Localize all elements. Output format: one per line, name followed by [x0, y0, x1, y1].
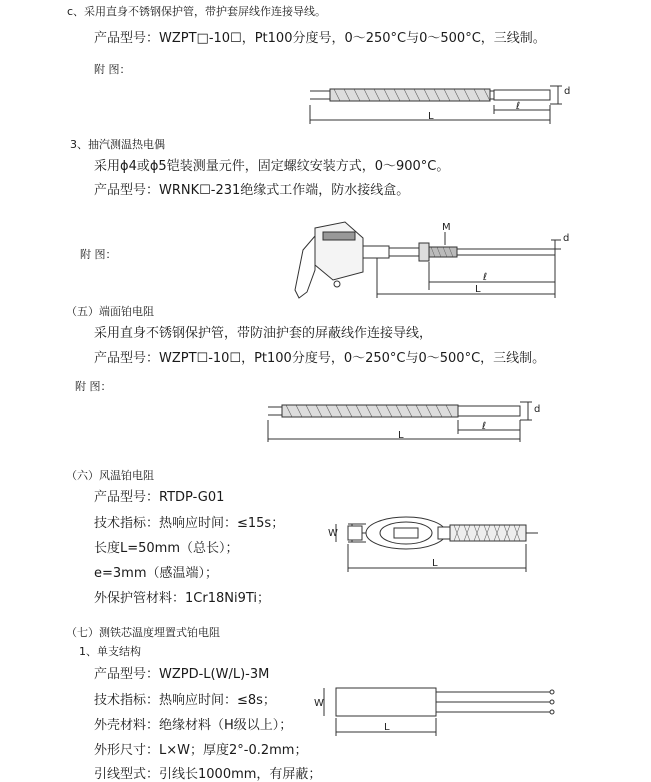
s3-desc: 采用ϕ4或ϕ5铠装测量元件，固定螺纹安装方式，0～900°C。 [94, 159, 450, 174]
figure-sensor-straight-2 [260, 396, 550, 448]
fig1-label-d: d [564, 86, 571, 97]
fig4-label-L: L [432, 558, 438, 569]
s3-fig-label: 附 图： [80, 248, 117, 261]
fig2-label-l: ℓ [483, 272, 488, 283]
fig2-label-M: M [442, 222, 451, 233]
fig4-label-W: W [328, 528, 338, 539]
figure-air-temp-probe [328, 500, 553, 575]
s5-model: 产品型号：WZPT☐-10☐，Pt100分度号，0～250°C与0～500°C，三线制。 [94, 351, 546, 366]
s6-model: 产品型号：RTDP-G01 [94, 490, 225, 505]
fig1-label-l: ℓ [516, 101, 521, 112]
s6-material: 外保护管材料：1Cr18Ni9Ti； [94, 591, 270, 606]
figure-thermocouple-head [285, 210, 575, 305]
s7-model: 产品型号：WZPD-L(W/L)-3M [94, 667, 270, 682]
s7-shell: 外壳材料：绝缘材料（H级以上）； [94, 718, 293, 733]
fig3-label-L: L [398, 430, 404, 441]
c-model-line: 产品型号：WZPT□-10☐，Pt100分度号，0～250°C与0～500°C，三线制。 [94, 31, 546, 46]
s7-spec: 技术指标：热响应时间：≤8s； [94, 693, 276, 708]
s7-title: （七）测铁芯温度埋置式铂电阻 [66, 626, 220, 639]
s5-fig-label: 附 图： [75, 380, 112, 393]
figure-embedded-rtd [312, 680, 562, 740]
s7-size: 外形尺寸：L×W；厚度2°-0.2mm； [94, 743, 308, 758]
s6-title: （六）风温铂电阻 [66, 469, 154, 482]
s3-model: 产品型号：WRNK☐-231绝缘式工作端，防水接线盒。 [94, 183, 410, 198]
fig1-label-L: L [428, 111, 434, 122]
fig3-label-l: ℓ [482, 421, 487, 432]
s7-lead: 引线型式：引线长1000mm，有屏蔽； [94, 767, 322, 782]
figure-sensor-straight-1 [300, 80, 590, 130]
s5-title: （五）端面铂电阻 [66, 305, 154, 318]
s7-subtitle: 1、单支结构 [79, 645, 141, 658]
s6-e: e=3mm（感温端）； [94, 566, 218, 581]
s6-spec: 技术指标：热响应时间：≤15s； [94, 516, 285, 531]
fig3-label-d: d [534, 404, 541, 415]
fig2-label-d: d [563, 233, 570, 244]
s6-length: 长度L=50mm（总长）； [94, 541, 239, 556]
c-intro: c、采用直身不锈钢保护管，带护套屏线作连接导线。 [67, 5, 327, 18]
c-fig-label: 附 图： [94, 63, 131, 76]
fig5-label-L: L [384, 722, 390, 733]
fig2-label-L: L [475, 284, 481, 295]
s3-title: 3、抽汽测温热电偶 [70, 138, 165, 151]
s5-desc: 采用直身不锈钢保护管，带防油护套的屏蔽线作连接导线， [94, 326, 433, 341]
fig5-label-W: W [314, 698, 324, 709]
